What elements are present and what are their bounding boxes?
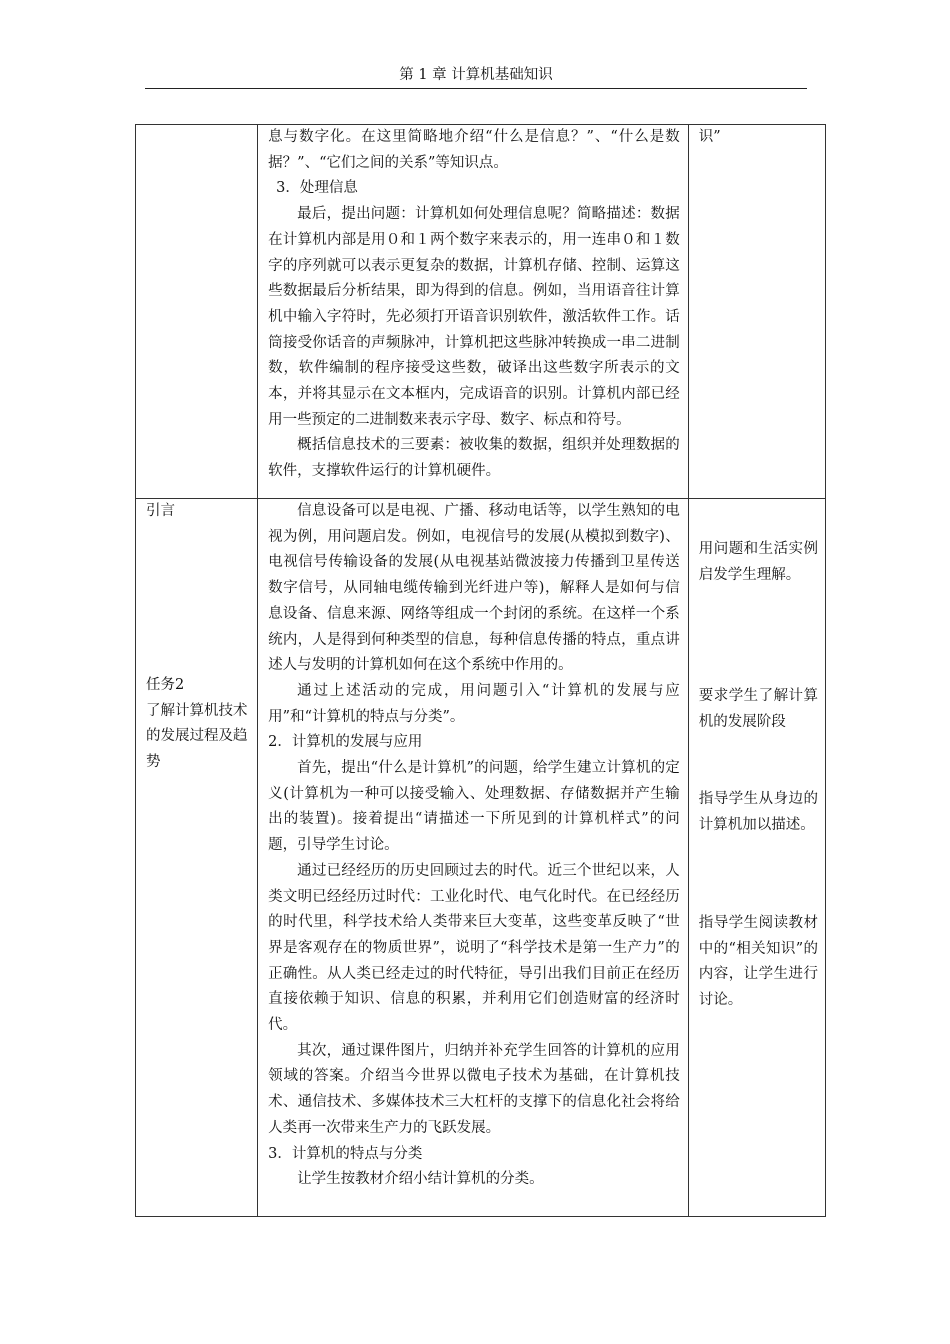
row2-paragraph-classify: 让学生按教材介绍小结计算机的分类。 — [297, 1171, 544, 1188]
row1-paragraph-process: 最后，提出问题：计算机如何处理信息呢？简略描述：数据在计算机内部是用０和１两个数字来表示的，用一连串０和１数字的序列就可以表示更复杂的数据，计算机存储、控制、运算这些数据最后分析结果，即为得到的信息。例如，当用语音往计算机中输入字符时，先必须打开语音识别软件，激活软件工作。话筒接受你话音的声频脉冲，计算机把这些脉冲转换成一串二进制数，软件编制的程序接受这些数，破译出这些数字所表示的文本，并将其显示在文本框内，完成语音的识别。计算机内部已经用一些预定的二进制数来表示字母、数字、标点和符号。 — [268, 206, 680, 428]
table-row — [136, 499, 826, 1217]
note-development-stages: 要求学生了解计算机的发展阶段 — [698, 688, 818, 730]
row2-paragraph-define: 首先，提出“什么是计算机”的问题，给学生建立计算机的定义(计算机为一种可以接受输入、处理数据、存储数据并产生输出的装置)。接着提出“请描述一下所见到的计算机样式”的问题，引导学生讨论。 — [268, 760, 680, 854]
row2-stage-cell — [136, 499, 258, 1217]
row2-paragraph-history: 通过已经经历的历史回顾过去的时代。近三个世纪以来，人类文明已经经历过时代：工业化时代、电气化时代。在已经经历的时代里，科学技术给人类带来巨大变革，这些变革反映了“世界是客观存在的物质世界”，说明了“科学技术是第一生产力”的正确性。从人类已经走过的时代特征，导引出我们目前正在经历直接依赖于知识、信息的积累，并利用它们创造财富的经济时代。 — [268, 862, 680, 1034]
stage-intro-label: 引言 — [146, 503, 175, 519]
note-inspire: 用问题和生活实例启发学生理解。 — [698, 541, 818, 583]
note-read-textbook: 指导学生阅读教材中的“相关知识”的内容，让学生进行讨论。 — [698, 915, 818, 1009]
lesson-plan-table — [135, 124, 826, 1217]
row2-paragraph-intro: 信息设备可以是电视、广播、移动电话等，以学生熟知的电视为例，用问题启发。例如，电视信号的发展(从模拟到数字)、电视信号传输设备的发展(从电视基站微波接力传播到卫星传送数字信号，从同轴电缆传输到光纤进户等)，解释人是如何与信息设备、信息来源、网络等组成一个封闭的系统。在这样一个系统内，人是得到何种类型的信息，每种信息传播的特点，重点讲述人与发明的计算机如何在这个系统中作用的。 — [268, 503, 680, 674]
note-describe-computer: 指导学生从身边的计算机加以描述。 — [698, 791, 818, 833]
row1-note-cell — [688, 125, 825, 499]
row2-heading-development: 2．计算机的发展与应用 — [268, 734, 423, 751]
row1-stage-cell — [136, 125, 258, 499]
row1-heading-process-info: 3．处理信息 — [276, 180, 358, 197]
task-title: 了解计算机技术的发展过程及趋势 — [146, 702, 248, 771]
page-header-title: 第 1 章 计算机基础知识 — [399, 67, 553, 83]
header-rule — [145, 88, 807, 89]
row2-note-cell — [688, 499, 825, 1217]
row2-paragraph-lead: 通过上述活动的完成，用问题引入“计算机的发展与应用”和“计算机的特点与分类”。 — [268, 682, 680, 725]
row2-content-cell — [258, 499, 689, 1217]
task-number-label: 任务2 — [146, 677, 185, 693]
row1-note: 识” — [698, 129, 721, 145]
row2-paragraph-apply: 其次，通过课件图片，归纳并补充学生回答的计算机的应用领域的答案。介绍当今世界以微电子技术为基础，在计算机技术、通信技术、多媒体技术三大杠杆的支撑下的信息化社会将给人类再一次带来生产力的飞跃发展。 — [268, 1042, 680, 1136]
table-row — [136, 125, 826, 499]
row2-heading-features: 3．计算机的特点与分类 — [268, 1145, 423, 1162]
row1-content-cell — [258, 125, 689, 499]
row1-paragraph-summary: 概括信息技术的三要素：被收集的数据，组织并处理数据的软件，支撑软件运行的计算机硬件。 — [268, 437, 680, 480]
row1-paragraph-continued: 息与数字化。在这里简略地介绍“什么是信息？”、“什么是数据？”、“它们之间的关系”等知识点。 — [268, 129, 680, 171]
